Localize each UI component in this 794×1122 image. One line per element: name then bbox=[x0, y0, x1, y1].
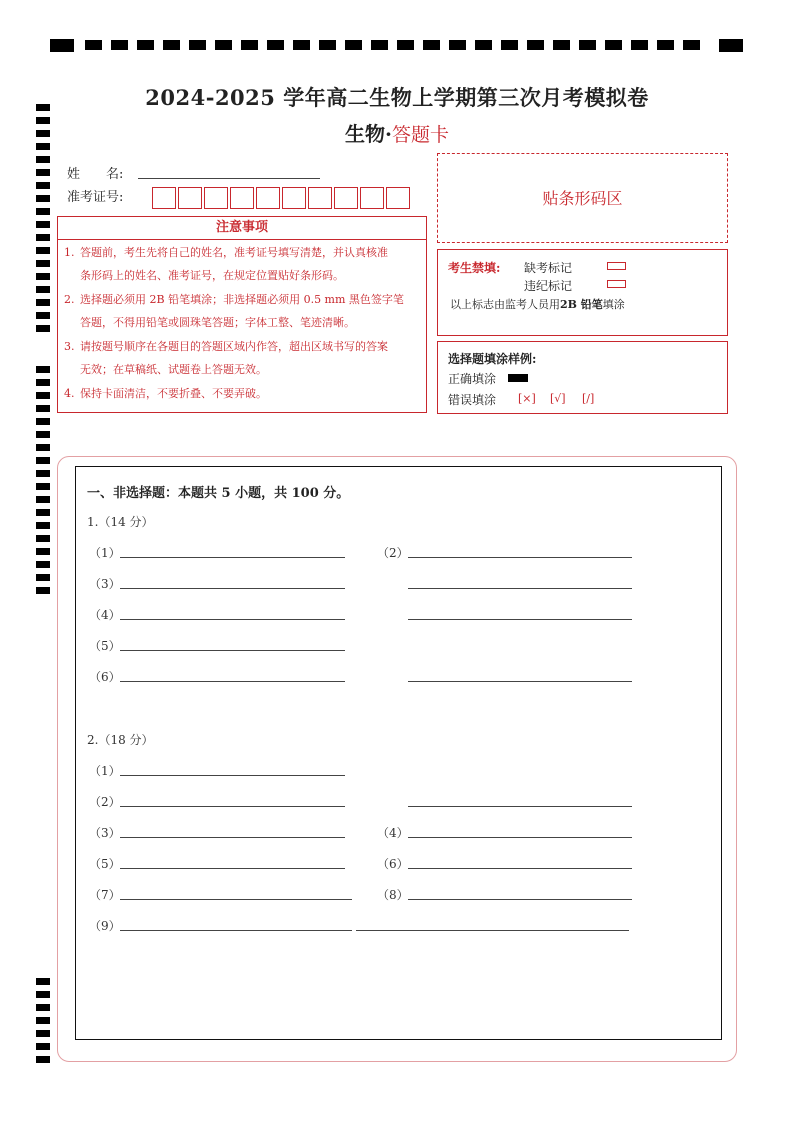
q1-part-label: （2） bbox=[377, 546, 409, 560]
q2-part-label: （5） bbox=[89, 857, 121, 871]
violation-mark-box[interactable] bbox=[607, 280, 626, 288]
exam-id-box[interactable] bbox=[282, 187, 306, 209]
notice-item: 3. 请按题号顺序在各题目的答题区域内作答，超出区域书写的答案 无效；在草稿纸、试题卷上答题无效。 bbox=[64, 340, 388, 376]
q2-part-label: （9） bbox=[89, 919, 121, 933]
correct-fill-label: 正确填涂 bbox=[448, 372, 497, 386]
title-dot: · bbox=[385, 122, 392, 146]
absent-mark-box[interactable] bbox=[607, 262, 626, 270]
exam-id-box[interactable] bbox=[386, 187, 410, 209]
exam-id-box[interactable] bbox=[152, 187, 176, 209]
wrong-mark-check: [√] bbox=[550, 392, 566, 405]
notice-item: 4. 保持卡面清洁，不要折叠、不要弄破。 bbox=[64, 387, 267, 400]
q1-answer-line[interactable] bbox=[408, 588, 632, 589]
q2-part-label: （6） bbox=[377, 857, 409, 871]
q2-part-label: （7） bbox=[89, 888, 121, 902]
exam-id-label: 准考证号: bbox=[67, 190, 124, 205]
q1-part-label: （4） bbox=[89, 608, 121, 622]
q2-answer-line[interactable] bbox=[408, 806, 632, 807]
notice-item: 2. 选择题必须用 2B 铅笔填涂；非选择题必须用 0.5 mm 黑色签字笔 答题，不得用铅笔或圆珠笔答题；字体工整、笔迹清晰。 bbox=[64, 293, 404, 329]
exam-id-box[interactable] bbox=[256, 187, 280, 209]
q2-answer-line[interactable] bbox=[408, 899, 632, 900]
proctor-title: 考生禁填: bbox=[448, 261, 501, 275]
subject-name: 生物 bbox=[345, 122, 385, 146]
name-label: 姓 名: bbox=[67, 167, 124, 182]
q2-answer-line[interactable] bbox=[408, 868, 632, 869]
q2-answer-line[interactable] bbox=[120, 775, 345, 776]
absent-mark-label: 缺考标记 bbox=[524, 261, 573, 275]
subject-title bbox=[0, 118, 794, 147]
q1-answer-line[interactable] bbox=[120, 650, 345, 651]
q1-answer-line[interactable] bbox=[408, 557, 632, 558]
q2-label: 2.（18 分） bbox=[87, 733, 154, 747]
barcode-label: 贴条形码区 bbox=[542, 189, 623, 208]
violation-mark-label: 违纪标记 bbox=[524, 279, 573, 293]
notice-item: 1. 答题前，考生先将自己的姓名，准考证号填写清楚，并认真核准 条形码上的姓名、准考证号，在规定位置贴好条形码。 bbox=[64, 246, 388, 282]
q1-answer-line[interactable] bbox=[408, 619, 632, 620]
answer-card-label: 答题卡 bbox=[391, 124, 449, 146]
wrong-mark-cross: [×] bbox=[518, 392, 536, 405]
q2-part-label: （4） bbox=[377, 826, 409, 840]
sample-title: 选择题填涂样例: bbox=[448, 352, 537, 366]
exam-id-box[interactable] bbox=[360, 187, 384, 209]
section-title: 一、非选择题：本题共 5 小题，共 100 分。 bbox=[87, 486, 350, 501]
q1-label: 1.（14 分） bbox=[87, 515, 154, 529]
q2-answer-line[interactable] bbox=[120, 837, 345, 838]
q1-part-label: （6） bbox=[89, 670, 121, 684]
q1-answer-line[interactable] bbox=[120, 681, 345, 682]
q2-answer-line[interactable] bbox=[120, 806, 345, 807]
q2-part-label: （8） bbox=[377, 888, 409, 902]
barcode-area[interactable] bbox=[437, 153, 728, 243]
q1-answer-line[interactable] bbox=[120, 619, 345, 620]
q1-answer-line[interactable] bbox=[120, 557, 345, 558]
name-input-line[interactable] bbox=[138, 178, 320, 179]
exam-id-box[interactable] bbox=[230, 187, 254, 209]
proctor-only-box bbox=[437, 249, 728, 336]
exam-id-box[interactable] bbox=[204, 187, 228, 209]
wrong-mark-slash: [/] bbox=[582, 392, 595, 405]
q2-answer-line[interactable] bbox=[408, 837, 632, 838]
notice-box bbox=[57, 216, 427, 413]
q1-answer-line[interactable] bbox=[120, 588, 345, 589]
q2-part-label: （3） bbox=[89, 826, 121, 840]
q2-answer-line[interactable] bbox=[120, 930, 352, 931]
exam-id-box[interactable] bbox=[178, 187, 202, 209]
wrong-fill-label: 错误填涂 bbox=[448, 393, 497, 407]
exam-id-box[interactable] bbox=[334, 187, 358, 209]
q1-part-label: （3） bbox=[89, 577, 121, 591]
q1-part-label: （5） bbox=[89, 639, 121, 653]
exam-id-box[interactable] bbox=[308, 187, 332, 209]
fill-sample-box bbox=[437, 341, 728, 414]
exam-title: 2024-2025 学年高二生物上学期第三次月考模拟卷 bbox=[145, 85, 649, 110]
notice-heading: 注意事项 bbox=[58, 217, 426, 240]
correct-fill-mark bbox=[508, 374, 528, 382]
q1-part-label: （1） bbox=[89, 546, 121, 560]
q2-part-label: （1） bbox=[89, 764, 121, 778]
q2-part-label: （2） bbox=[89, 795, 121, 809]
proctor-note: 以上标志由监考人员用2B 铅笔填涂 bbox=[450, 298, 625, 311]
q1-answer-line[interactable] bbox=[408, 681, 632, 682]
q2-answer-line[interactable] bbox=[120, 899, 352, 900]
q2-answer-line[interactable] bbox=[356, 930, 629, 931]
q2-answer-line[interactable] bbox=[120, 868, 345, 869]
